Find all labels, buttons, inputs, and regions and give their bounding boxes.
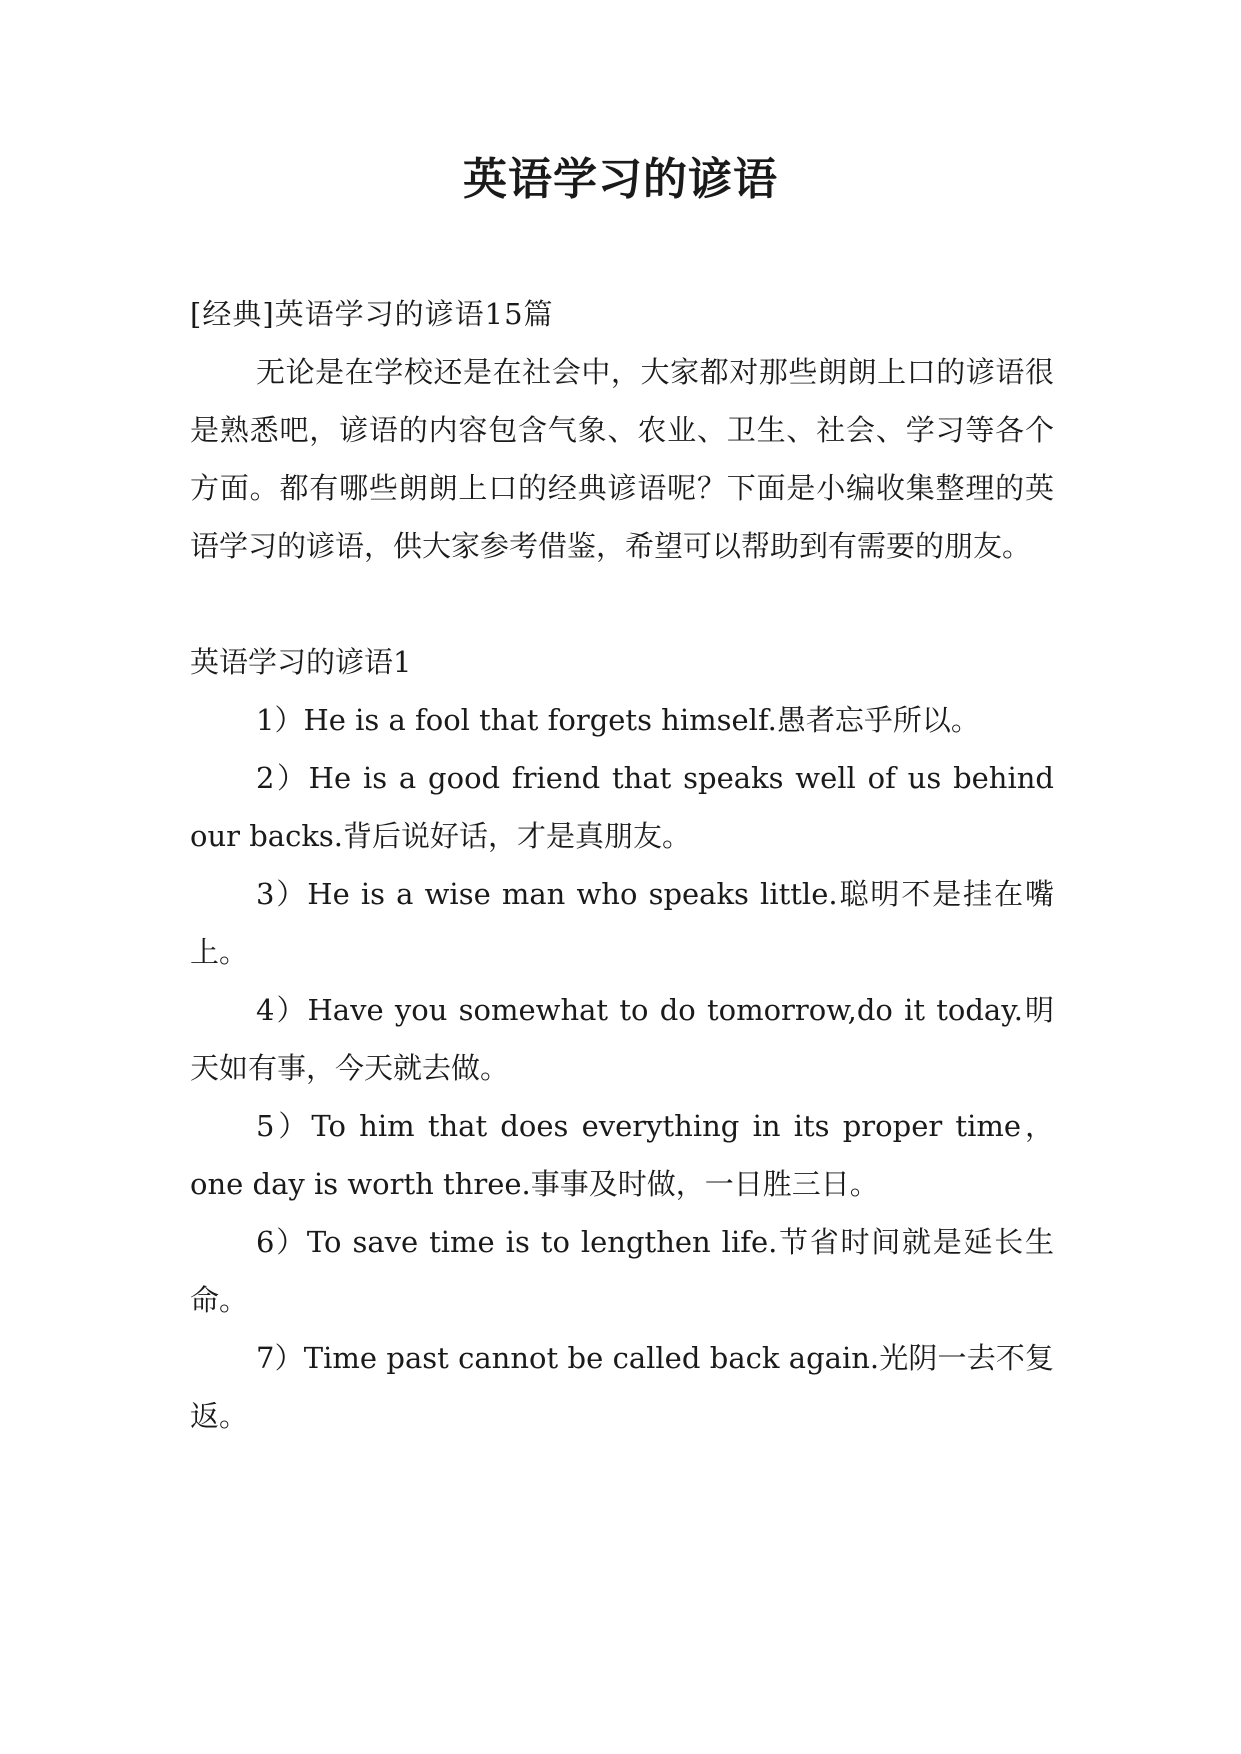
- intro-paragraph: 无论是在学校还是在社会中，大家都对那些朗朗上口的谚语很是熟悉吧，谚语的内容包含气象、农业、卫生、社会、学习等各个方面。都有哪些朗朗上口的经典谚语呢？下面是小编收集整理的英语学习的谚语，供大家参考借鉴，希望可以帮助到有需要的朋友。: [190, 355, 1054, 563]
- document-body: [190, 285, 1054, 1445]
- proverb-item: 4）Have you somewhat to do tomorrow,do it today.明天如有事，今天就去做。: [190, 993, 1054, 1085]
- document-subtitle: [经典]英语学习的谚语15篇: [190, 297, 554, 331]
- proverb-item: 6）To save time is to lengthen life.节省时间就是延长生命。: [190, 1225, 1054, 1317]
- proverb-item: 7）Time past cannot be called back again.光阴一去不复返。: [190, 1341, 1054, 1433]
- document-title: 英语学习的谚语: [463, 154, 778, 205]
- section-heading: 英语学习的谚语1: [190, 645, 412, 679]
- proverb-item: 1）He is a fool that forgets himself.愚者忘乎所以。: [256, 703, 980, 737]
- proverb-item: 3）He is a wise man who speaks little.聪明不是挂在嘴上。: [190, 877, 1054, 969]
- proverb-item: 2）He is a good friend that speaks well of us behind our backs.背后说好话，才是真朋友。: [190, 761, 1054, 853]
- proverb-item: 5）To him that does everything in its proper time，one day is worth three.事事及时做，一日胜三日。: [190, 1109, 1054, 1201]
- paragraph-spacer: [190, 575, 1054, 633]
